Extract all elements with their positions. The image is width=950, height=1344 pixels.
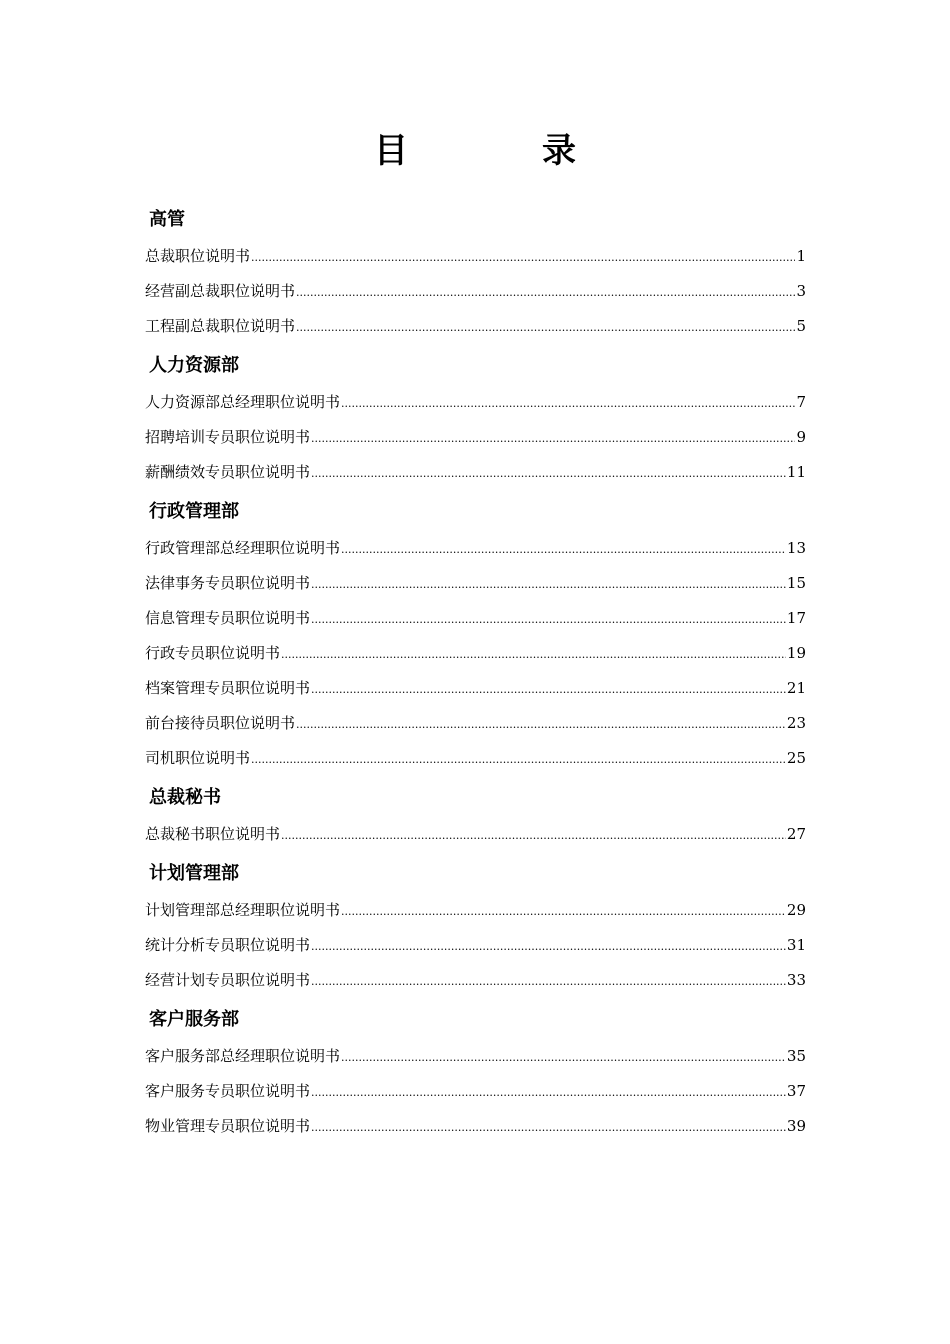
section-heading: 行政管理部	[149, 501, 239, 522]
dot-leader	[281, 637, 786, 671]
section-heading: 人力资源部	[149, 355, 239, 376]
toc-entry-title: 总裁秘书职位说明书	[145, 825, 281, 843]
toc-entry-page-number: 5	[796, 317, 806, 335]
dot-leader	[311, 421, 795, 455]
toc-entry-title: 信息管理专员职位说明书	[145, 609, 311, 627]
section-heading: 计划管理部	[149, 863, 239, 884]
section-heading: 高管	[149, 209, 185, 230]
toc-entry-page-number: 29	[786, 901, 806, 919]
toc-entry-title: 计划管理部总经理职位说明书	[145, 901, 341, 919]
toc-entry-page-number: 37	[786, 1082, 806, 1100]
toc-section	[145, 208, 806, 344]
toc-entry[interactable]	[145, 963, 806, 998]
dot-leader	[296, 310, 795, 344]
toc-entry-page-number: 35	[786, 1047, 806, 1065]
toc-entry-title: 客户服务专员职位说明书	[145, 1082, 311, 1100]
toc-entry[interactable]	[145, 531, 806, 566]
toc-entry-title: 前台接待员职位说明书	[145, 714, 296, 732]
dot-leader	[281, 818, 786, 852]
toc-entry-page-number: 33	[786, 971, 806, 989]
toc-entry-title: 总裁职位说明书	[145, 247, 251, 265]
toc-entry-page-number: 25	[786, 749, 806, 767]
toc-entry[interactable]	[145, 671, 806, 706]
toc-entry[interactable]	[145, 706, 806, 741]
toc-entry-page-number: 27	[786, 825, 806, 843]
dot-leader	[251, 742, 786, 776]
dot-leader	[311, 602, 786, 636]
toc-entry-page-number: 21	[786, 679, 806, 697]
toc-entry-page-number: 9	[796, 428, 806, 446]
dot-leader	[311, 1110, 786, 1144]
toc-entry-title: 档案管理专员职位说明书	[145, 679, 311, 697]
toc-entry-title: 法律事务专员职位说明书	[145, 574, 311, 592]
toc-entry[interactable]	[145, 893, 806, 928]
dot-leader	[341, 532, 786, 566]
dot-leader	[311, 929, 786, 963]
toc-entry-title: 客户服务部总经理职位说明书	[145, 1047, 341, 1065]
toc-entry[interactable]	[145, 928, 806, 963]
toc-entry-page-number: 17	[786, 609, 806, 627]
toc-entry[interactable]	[145, 274, 806, 309]
toc-entry-page-number: 23	[786, 714, 806, 732]
toc-entry-page-number: 7	[796, 393, 806, 411]
toc-entry-page-number: 39	[786, 1117, 806, 1135]
toc-entry-title: 工程副总裁职位说明书	[145, 317, 296, 335]
dot-leader	[311, 964, 786, 998]
toc-entry-title: 物业管理专员职位说明书	[145, 1117, 311, 1135]
toc-entry[interactable]	[145, 385, 806, 420]
toc-entry[interactable]	[145, 455, 806, 490]
toc-entry[interactable]	[145, 1039, 806, 1074]
toc-entry-page-number: 15	[786, 574, 806, 592]
toc-entry[interactable]	[145, 636, 806, 671]
toc-entry[interactable]	[145, 741, 806, 776]
toc-entry[interactable]	[145, 601, 806, 636]
toc-section	[145, 786, 806, 852]
toc-entry[interactable]	[145, 239, 806, 274]
toc-section	[145, 500, 806, 776]
toc-entry[interactable]	[145, 1074, 806, 1109]
section-heading: 客户服务部	[149, 1009, 239, 1030]
dot-leader	[311, 456, 786, 490]
toc-section	[145, 354, 806, 490]
toc-entry[interactable]	[145, 420, 806, 455]
toc-entry[interactable]	[145, 566, 806, 601]
toc-entry-page-number: 3	[796, 282, 806, 300]
toc-entry-title: 行政专员职位说明书	[145, 644, 281, 662]
dot-leader	[341, 1040, 786, 1074]
toc-entry-page-number: 1	[796, 247, 806, 265]
toc-entry-title: 招聘培训专员职位说明书	[145, 428, 311, 446]
toc-entry-page-number: 11	[786, 463, 806, 481]
dot-leader	[296, 275, 795, 309]
toc-entry-title: 经营计划专员职位说明书	[145, 971, 311, 989]
toc-entry[interactable]	[145, 1109, 806, 1144]
dot-leader	[311, 1075, 786, 1109]
toc-entry-title: 经营副总裁职位说明书	[145, 282, 296, 300]
dot-leader	[296, 707, 786, 741]
toc-entry-title: 行政管理部总经理职位说明书	[145, 539, 341, 557]
toc-entry-page-number: 31	[786, 936, 806, 954]
page-title: 目 录	[374, 131, 626, 171]
toc-entry-page-number: 19	[786, 644, 806, 662]
toc-section	[145, 862, 806, 998]
toc-entry-title: 薪酬绩效专员职位说明书	[145, 463, 311, 481]
dot-leader	[251, 240, 795, 274]
toc-entry-title: 统计分析专员职位说明书	[145, 936, 311, 954]
toc-section	[145, 1008, 806, 1144]
toc-entry-page-number: 13	[786, 539, 806, 557]
dot-leader	[311, 672, 786, 706]
toc-entry[interactable]	[145, 817, 806, 852]
table-of-contents	[145, 200, 806, 1144]
dot-leader	[311, 567, 786, 601]
section-heading: 总裁秘书	[149, 787, 221, 808]
dot-leader	[341, 386, 795, 420]
dot-leader	[341, 894, 786, 928]
toc-entry-title: 人力资源部总经理职位说明书	[145, 393, 341, 411]
toc-entry-title: 司机职位说明书	[145, 749, 251, 767]
toc-entry[interactable]	[145, 309, 806, 344]
